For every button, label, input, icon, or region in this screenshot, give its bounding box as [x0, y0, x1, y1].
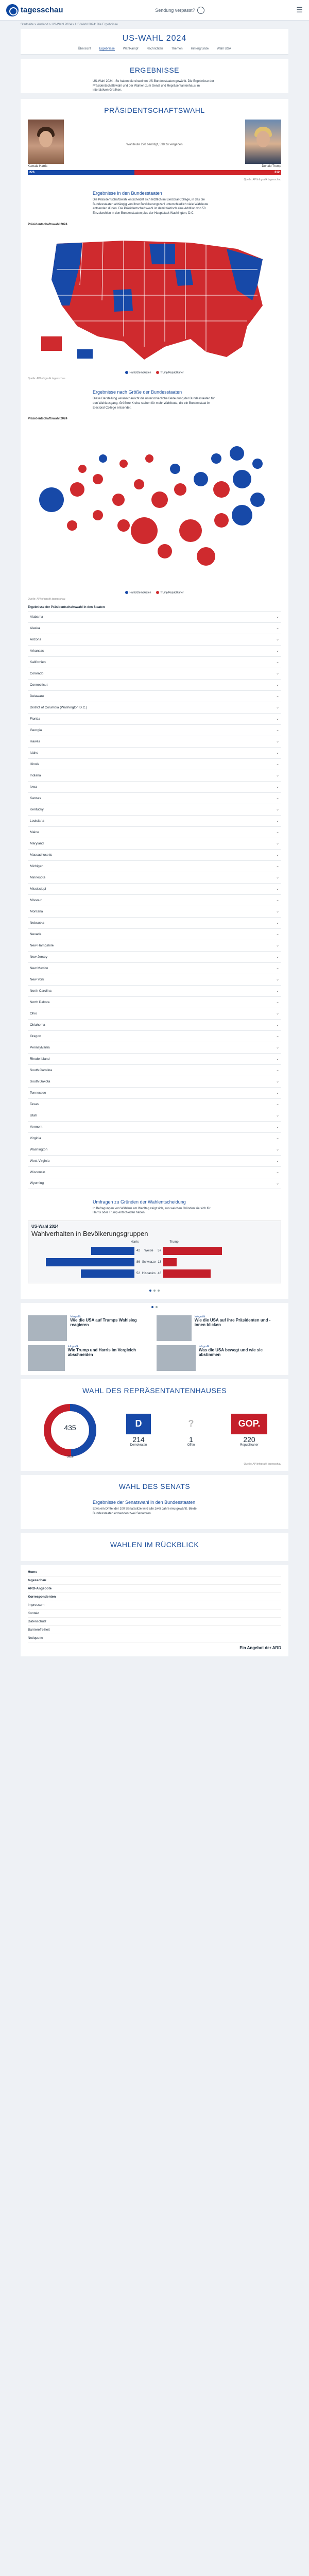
state-bubble[interactable]: [233, 470, 251, 488]
state-row[interactable]: Rhode Island ⌄: [28, 1053, 281, 1064]
house-unknown: ? 1 Offen: [187, 1418, 195, 1447]
president-title: PRÄSIDENTSCHAFTSWAHL: [104, 106, 205, 115]
state-bubble[interactable]: [93, 474, 103, 484]
footer-link[interactable]: Korrespondenten: [28, 1593, 281, 1601]
state-bubble[interactable]: [158, 544, 172, 558]
tab-topics[interactable]: Themen: [171, 47, 183, 50]
state-row[interactable]: Kansas ⌄: [28, 792, 281, 804]
footer-link[interactable]: Netiquette: [28, 1634, 281, 1642]
footer: [21, 1565, 288, 1656]
states-text: Die Präsidentschaftswahl entscheidet sich letztlich im Electoral College, in das die Bundesstaaten abhängig von ihrer Bevölkerungszahl unterschiedlich viele Wahlleute entsenden dürfen. Die Präsidentschaftswahl ist damit faktisch eine Addition von 50 Einzelwahlen in den Bundesstaaten plus der Hauptstadt Washington, D.C.: [93, 198, 209, 215]
state-bubble[interactable]: [214, 513, 229, 528]
state-row[interactable]: Missouri ⌄: [28, 894, 281, 906]
state-bubble[interactable]: [194, 472, 208, 486]
state-row[interactable]: Tennessee ⌄: [28, 1087, 281, 1098]
chevron-down-icon: ⌄: [276, 626, 279, 631]
trump-photo: [245, 120, 281, 164]
footer-link[interactable]: Impressum: [28, 1601, 281, 1609]
chevron-down-icon: ⌄: [276, 740, 279, 744]
state-row[interactable]: Pennsylvania ⌄: [28, 1042, 281, 1053]
footer-link[interactable]: Datenschutz: [28, 1618, 281, 1626]
state-row[interactable]: South Dakota ⌄: [28, 1076, 281, 1087]
chevron-down-icon: ⌄: [276, 910, 279, 914]
state-bubble[interactable]: [131, 517, 158, 544]
teaser-4[interactable]: Infografik Was die USA bewegt und wie sie abstimmen: [157, 1345, 281, 1371]
state-row[interactable]: Washington ⌄: [28, 1144, 281, 1155]
chevron-down-icon: ⌄: [276, 865, 279, 869]
state-row[interactable]: Hawaii ⌄: [28, 736, 281, 747]
state-bubble[interactable]: [39, 487, 64, 512]
state-row[interactable]: Colorado ⌄: [28, 668, 281, 679]
poll-row: 86 Schwarze 13: [31, 1257, 278, 1267]
chevron-down-icon: ⌄: [276, 1035, 279, 1039]
chevron-down-icon: ⌄: [276, 1114, 279, 1118]
state-row[interactable]: Oklahoma ⌄: [28, 1019, 281, 1030]
state-bubble[interactable]: [174, 483, 186, 496]
chevron-down-icon: ⌄: [276, 1023, 279, 1027]
source-note: Quelle: AP/Infografik tagesschau: [244, 178, 281, 182]
electoral-bar: [28, 170, 281, 175]
states-heading: Ergebnisse in den Bundesstaaten: [93, 191, 162, 196]
chevron-down-icon: ⌄: [276, 1069, 279, 1073]
breadcrumb[interactable]: Startseite > Ausland > US-Wahl 2024 > US-Wahl 2024: Die Ergebnisse: [21, 23, 118, 26]
state-bubble[interactable]: [67, 520, 77, 531]
legend-dem: Harris/Demokraten: [125, 371, 151, 374]
dem-name: Kamala Harris: [28, 165, 48, 168]
state-row[interactable]: New Hampshire ⌄: [28, 940, 281, 951]
state-bubble[interactable]: [112, 494, 125, 506]
tab-background[interactable]: Hintergründe: [191, 47, 209, 50]
state-bubble[interactable]: [78, 465, 87, 473]
state-row[interactable]: Florida ⌄: [28, 713, 281, 724]
chevron-down-icon: ⌄: [276, 1181, 279, 1185]
chevron-down-icon: ⌄: [276, 819, 279, 823]
search-icon: [197, 7, 204, 14]
chevron-down-icon: ⌄: [276, 1046, 279, 1050]
tab-overview[interactable]: Übersicht: [78, 47, 91, 50]
chevron-down-icon: ⌄: [276, 615, 279, 619]
chevron-down-icon: ⌄: [276, 1103, 279, 1107]
state-bubble[interactable]: [197, 547, 215, 566]
menu-icon[interactable]: ☰: [296, 6, 303, 14]
teaser-3[interactable]: Infografik Wie Trump und Harris im Vergleich abschneiden: [28, 1345, 152, 1371]
size-text: Diese Darstellung veranschaulicht die unterschiedliche Bedeutung der Bundesstaaten für den Wahlausgang. Größere Kreise stehen für mehr Wahlleute, die ein Bundesstaat im Electoral College entsendet.: [93, 397, 215, 410]
chevron-down-icon: ⌄: [276, 1148, 279, 1152]
size-heading: Ergebnisse nach Größe der Bundesstaaten: [93, 389, 182, 395]
chevron-down-icon: ⌄: [276, 717, 279, 721]
ard-brand[interactable]: Ein Angebot der ARD: [239, 1646, 281, 1651]
state-bubble[interactable]: [250, 493, 265, 507]
state-bubble[interactable]: [117, 519, 130, 532]
state-row[interactable]: Wyoming ⌄: [28, 1178, 281, 1189]
chevron-down-icon: ⌄: [276, 1012, 279, 1016]
state-row[interactable]: Illinois ⌄: [28, 758, 281, 770]
state-bubble[interactable]: [179, 519, 202, 542]
poll-trump: Trump: [169, 1240, 179, 1244]
poll-row: 42 Weiße 57: [31, 1246, 278, 1256]
chevron-down-icon: ⌄: [276, 1001, 279, 1005]
footer-link[interactable]: Home: [28, 1568, 281, 1577]
state-row[interactable]: Nebraska ⌄: [28, 917, 281, 928]
state-row[interactable]: Mississippi ⌄: [28, 883, 281, 894]
state-row[interactable]: Minnesota ⌄: [28, 872, 281, 883]
rep-name: Donald Trump: [262, 165, 281, 168]
tab-news[interactable]: Nachrichten: [146, 47, 163, 50]
chevron-down-icon: ⌄: [276, 876, 279, 880]
poll-row: 52 Hispanics 46: [31, 1268, 278, 1279]
chevron-down-icon: ⌄: [276, 899, 279, 903]
tab-campaign[interactable]: Wahlkampf: [123, 47, 139, 50]
chevron-down-icon: ⌄: [276, 694, 279, 699]
chevron-down-icon: ⌄: [276, 672, 279, 676]
state-row[interactable]: Kalifornien ⌄: [28, 656, 281, 668]
chevron-down-icon: ⌄: [276, 944, 279, 948]
page-header: [21, 29, 288, 55]
state-row[interactable]: Nevada ⌄: [28, 928, 281, 940]
state-row[interactable]: New Jersey ⌄: [28, 951, 281, 962]
chevron-down-icon: ⌄: [276, 660, 279, 665]
state-row[interactable]: North Dakota ⌄: [28, 996, 281, 1008]
president-card: [21, 99, 288, 1299]
legend-rep: Trump/Republikaner: [156, 371, 183, 374]
state-row[interactable]: Arkansas ⌄: [28, 645, 281, 656]
polls-heading: Umfragen zu Gründen der Wahlentscheidung: [93, 1199, 186, 1205]
state-row[interactable]: Montana ⌄: [28, 906, 281, 917]
tab-bar: [21, 47, 288, 55]
tab-results[interactable]: Ergebnisse: [99, 47, 115, 50]
house-title: WAHL DES REPRÄSENTANTENHAUSES: [82, 1386, 227, 1395]
chevron-down-icon: ⌄: [276, 796, 279, 801]
rep-votes: 312: [134, 170, 281, 175]
teaser-card: [21, 1303, 288, 1375]
chevron-down-icon: ⌄: [276, 831, 279, 835]
top-bar: [0, 0, 309, 21]
chevron-down-icon: ⌄: [276, 1080, 279, 1084]
polls-text: In Befragungen von Wählern am Wahltag zeigt sich, aus welchen Gründen sie sich für Harris oder Trump entschieden haben.: [93, 1207, 211, 1215]
page-title: US-WAHL 2024: [122, 34, 187, 43]
map-source: Quelle: AP/Infografik tagesschau: [28, 377, 65, 381]
chevron-down-icon: ⌄: [276, 706, 279, 710]
state-row[interactable]: Indiana ⌄: [28, 770, 281, 781]
state-row[interactable]: Michigan ⌄: [28, 860, 281, 872]
state-bubble[interactable]: [145, 454, 153, 463]
chevron-down-icon: ⌄: [276, 1125, 279, 1129]
footer-link[interactable]: tagesschau: [28, 1577, 281, 1585]
state-row[interactable]: North Carolina ⌄: [28, 985, 281, 996]
state-row[interactable]: New York ⌄: [28, 974, 281, 985]
chevron-down-icon: ⌄: [276, 1137, 279, 1141]
chevron-down-icon: ⌄: [276, 842, 279, 846]
house-card: WAHL DES REPRÄSENTANTENHAUSES 435 Sitze D 214 Demokraten ? 1 Offen GOP. 220 Republikaner Quelle: AP/Infografik tagesschau: [21, 1379, 288, 1471]
review-card: [21, 1533, 288, 1561]
state-row[interactable]: Utah ⌄: [28, 1110, 281, 1121]
state-bubble[interactable]: [230, 446, 244, 461]
results-title: ERGEBNISSE: [129, 66, 180, 74]
chevron-down-icon: ⌄: [276, 978, 279, 982]
state-row[interactable]: Ohio ⌄: [28, 1008, 281, 1019]
state-row[interactable]: Idaho ⌄: [28, 747, 281, 758]
chevron-down-icon: ⌄: [276, 638, 279, 642]
state-bubble[interactable]: [119, 460, 128, 468]
us-map[interactable]: [21, 228, 288, 367]
chevron-down-icon: ⌄: [276, 887, 279, 891]
state-row[interactable]: Connecticut ⌄: [28, 679, 281, 690]
state-row[interactable]: Texas ⌄: [28, 1098, 281, 1110]
state-row[interactable]: Delaware ⌄: [28, 690, 281, 702]
house-donut[interactable]: 435 Sitze: [42, 1402, 98, 1459]
chevron-down-icon: ⌄: [276, 751, 279, 755]
bubble-source: Quelle: AP/Infografik tagesschau: [28, 597, 65, 601]
state-row[interactable]: Virginia ⌄: [28, 1132, 281, 1144]
chevron-down-icon: ⌄: [276, 728, 279, 733]
state-row[interactable]: Kentucky ⌄: [28, 804, 281, 815]
chevron-down-icon: ⌄: [276, 1159, 279, 1163]
state-bubble[interactable]: [211, 453, 221, 464]
chevron-down-icon: ⌄: [276, 649, 279, 653]
chevron-down-icon: ⌄: [276, 785, 279, 789]
chevron-down-icon: ⌄: [276, 1091, 279, 1095]
state-row[interactable]: West Virginia ⌄: [28, 1155, 281, 1166]
bubble-legend-dem: Harris/Demokraten: [125, 591, 151, 594]
state-bubble[interactable]: [170, 464, 180, 474]
chevron-down-icon: ⌄: [276, 683, 279, 687]
senate-card: WAHL DES SENATS Ergebnisse der Senatswahl in den Bundesstaaten Etwa ein Drittel der 100 Senatssitze wird alle zwei Jahre neu gewählt. Beide Bundesstaaten entsenden zwei Senatoren.: [21, 1475, 288, 1529]
chevron-down-icon: ⌄: [276, 1171, 279, 1175]
state-row[interactable]: Maryland ⌄: [28, 838, 281, 849]
state-row[interactable]: Alaska ⌄: [28, 622, 281, 634]
teaser-2[interactable]: Infografik Wie die USA auf ihre Präsidenten und -innen blicken: [157, 1315, 281, 1341]
electors-note: Wahlleute 270 benötigt, 538 zu vergeben: [126, 143, 183, 147]
chevron-down-icon: ⌄: [276, 762, 279, 767]
chevron-down-icon: ⌄: [276, 955, 279, 959]
chevron-down-icon: ⌄: [276, 1057, 279, 1061]
state-bubble[interactable]: [70, 482, 84, 497]
state-accordion: Ergebnisse der Präsidentschaftswahl in den Staaten Alabama ⌄ Alaska ⌄ Arizona ⌄ Arkansas ⌄ Kalifornien ⌄ Colorado ⌄ Connecticut ⌄ Delaware ⌄ District of Columbia (Washington D.C.) ⌄ Florida ⌄ Georgia ⌄ Hawaii ⌄ Idaho ⌄ Illinois ⌄ Indiana ⌄ Iowa ⌄ Kansas ⌄ Kentucky ⌄ Louisiana ⌄ Maine ⌄ Maryland ⌄ Massachusetts ⌄ Michigan ⌄ Minnesota ⌄ Mississippi ⌄ Missouri ⌄ Montana ⌄ Nebraska ⌄ Nevada ⌄ New Hampshire ⌄ New Jersey ⌄ New Mexico ⌄ New York ⌄ North Carolina ⌄ North Dakota ⌄ Ohio ⌄ Oklahoma ⌄ Oregon ⌄ Pennsylvania ⌄ Rhode Island ⌄ South Carolina ⌄ South Dakota ⌄ Tennessee ⌄ Texas ⌄ Utah ⌄ Vermont ⌄ Virginia ⌄ Washington ⌄ West Virginia ⌄ Wisconsin ⌄ Wyoming ⌄: [21, 603, 288, 1189]
chevron-down-icon: ⌄: [276, 989, 279, 993]
state-bubble[interactable]: [93, 510, 103, 520]
teaser-1[interactable]: Infografik Wie die USA auf Trumps Wahlsieg reagieren: [28, 1315, 152, 1341]
poll-harris: Harris: [130, 1240, 139, 1244]
logo-icon: [6, 4, 19, 16]
state-bubble[interactable]: [151, 492, 168, 508]
state-bubble[interactable]: [213, 481, 230, 498]
dem-votes: 226: [28, 170, 134, 175]
state-bubble[interactable]: [252, 459, 263, 469]
slider-dots[interactable]: [21, 1286, 288, 1295]
bubble-label: Präsidentschaftswahl 2024: [28, 417, 67, 421]
chevron-down-icon: ⌄: [276, 921, 279, 925]
state-bubble[interactable]: [99, 454, 107, 463]
house-dem: D 214 Demokraten: [126, 1414, 151, 1447]
bubble-map[interactable]: [21, 422, 288, 587]
state-row[interactable]: Alabama ⌄: [28, 611, 281, 622]
state-row[interactable]: Louisiana ⌄: [28, 815, 281, 826]
search-button[interactable]: Sendung verpasst?: [155, 7, 204, 14]
footer-link[interactable]: Barrierefreiheit: [28, 1626, 281, 1634]
chevron-down-icon: ⌄: [276, 808, 279, 812]
state-row[interactable]: Arizona ⌄: [28, 634, 281, 645]
state-row[interactable]: Vermont ⌄: [28, 1121, 281, 1132]
results-intro: US-Wahl 2024 - So haben die einzelnen US-Bundesstaaten gewählt. Die Ergebnisse der Präsidentschaftswahl und der Wahlen zum Senat und Repräsentantenhaus im interaktiven Grafiken.: [93, 80, 214, 92]
state-row[interactable]: District of Columbia (Washington D.C.) ⌄: [28, 702, 281, 713]
footer-link[interactable]: Kontakt: [28, 1609, 281, 1618]
tab-wahl-usa[interactable]: Wahl USA: [217, 47, 231, 50]
logo[interactable]: tagesschau: [6, 4, 63, 16]
review-title: WAHLEN IM RÜCKBLICK: [110, 1540, 199, 1549]
chevron-down-icon: ⌄: [276, 967, 279, 971]
footer-link[interactable]: ARD-Angebote: [28, 1585, 281, 1593]
results-card: [21, 59, 288, 93]
state-row[interactable]: Iowa ⌄: [28, 781, 281, 792]
poll-slider[interactable]: US-Wahl 2024 Wahlverhalten in Bevölkerungsgruppen Harris Trump 42 Weiße 57 86 Schwarze 13 52 Hispanics 46: [28, 1221, 281, 1283]
state-bubble[interactable]: [232, 505, 252, 526]
state-row[interactable]: Georgia ⌄: [28, 724, 281, 736]
state-row[interactable]: Oregon ⌄: [28, 1030, 281, 1042]
map-label: Präsidentschaftswahl 2024: [28, 223, 67, 226]
state-bubble[interactable]: [134, 479, 144, 489]
chevron-down-icon: ⌄: [276, 853, 279, 857]
state-row[interactable]: Massachusetts ⌄: [28, 849, 281, 860]
chevron-down-icon: ⌄: [276, 774, 279, 778]
state-row[interactable]: New Mexico ⌄: [28, 962, 281, 974]
chevron-down-icon: ⌄: [276, 933, 279, 937]
state-row[interactable]: Maine ⌄: [28, 826, 281, 838]
house-rep: GOP. 220 Republikaner: [231, 1414, 267, 1447]
state-row[interactable]: Wisconsin ⌄: [28, 1166, 281, 1178]
senate-title: WAHL DES SENATS: [118, 1482, 191, 1490]
state-row[interactable]: South Carolina ⌄: [28, 1064, 281, 1076]
bubble-legend-rep: Trump/Republikaner: [156, 591, 183, 594]
harris-photo: [28, 120, 64, 164]
